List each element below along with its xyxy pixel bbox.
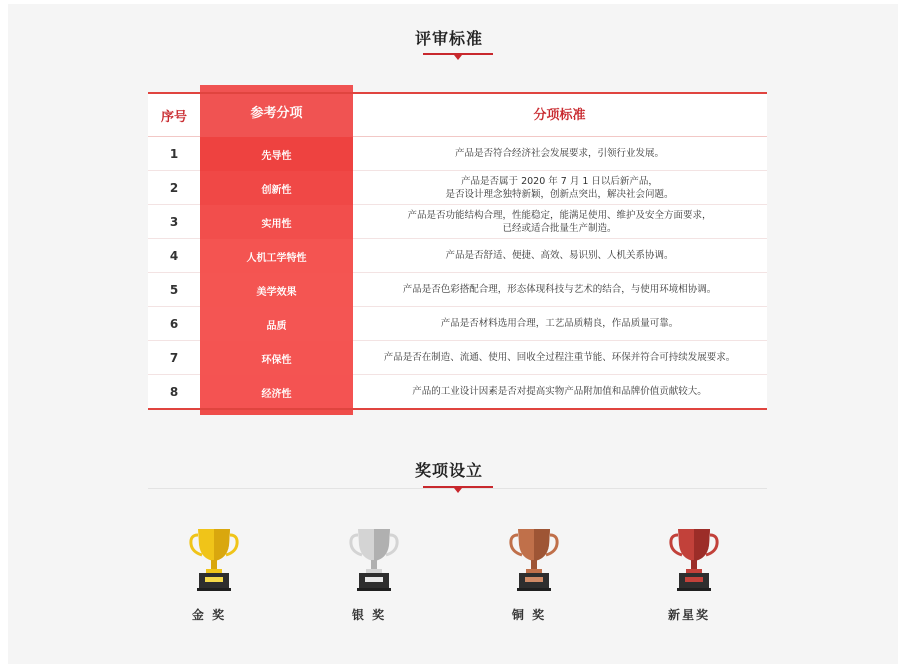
header-criteria: 分项标准 (533, 107, 586, 123)
row-number: 7 (169, 350, 179, 365)
row-number: 8 (169, 384, 179, 399)
row-number: 2 (169, 180, 179, 195)
row-number: 6 (169, 316, 179, 331)
award-item (664, 527, 724, 593)
row-category: 环保性 (200, 341, 353, 375)
criteria-line: 已经或适合批量生产制造。 (502, 222, 617, 234)
row-criteria (352, 375, 767, 408)
criteria-line: 产品是否符合经济社会发展要求，引领行业发展。 (454, 148, 664, 159)
row-criteria (352, 307, 767, 340)
header-number: 序号 (160, 109, 187, 125)
award-item (344, 527, 404, 593)
criteria-line: 产品是否属于 2020 年 7 月 1 日以后新产品， (461, 175, 658, 187)
awards-arrow-icon (454, 488, 462, 493)
row-category: 美学效果 (200, 273, 353, 307)
row-category: 品质 (200, 307, 353, 341)
criteria-line: 产品是否在制造、流通、使用、回收全过程注重节能、环保并符合可持续发展要求。 (383, 352, 736, 363)
row-criteria (352, 205, 767, 238)
row-category: 经济性 (200, 375, 353, 409)
row-category: 先导性 (200, 137, 353, 171)
award-label: 铜 奖 (511, 608, 547, 622)
award-label: 银 奖 (351, 608, 387, 622)
row-number: 3 (169, 214, 179, 229)
silver-trophy-icon (349, 527, 399, 593)
criteria-line: 产品是否舒适、便捷、高效、易识别、人机关系协调。 (445, 250, 674, 261)
row-category: 创新性 (200, 171, 353, 205)
star-trophy-icon (669, 527, 719, 593)
criteria-line: 产品是否功能结构合理，性能稳定，能满足使用、维护及安全方面要求， (407, 209, 712, 221)
header-category: 参考分项 (200, 85, 353, 137)
award-label: 新星奖 (667, 608, 710, 622)
table-top-border (148, 92, 767, 94)
row-category: 实用性 (200, 205, 353, 239)
row-criteria (352, 341, 767, 374)
row-criteria (352, 239, 767, 272)
row-category: 人机工学特性 (200, 239, 353, 273)
evaluation-title: 评审标准 (414, 29, 483, 48)
row-number: 5 (169, 282, 179, 297)
bronze-trophy-icon (509, 527, 559, 593)
criteria-line: 是否设计理念独特新颖，创新点突出，解决社会问题。 (445, 188, 674, 200)
row-criteria (352, 137, 767, 170)
row-number: 4 (169, 248, 179, 263)
row-criteria (352, 273, 767, 306)
criteria-line: 产品是否色彩搭配合理，形态体现科技与艺术的结合，与使用环境相协调。 (402, 284, 717, 295)
award-item (504, 527, 564, 593)
row-criteria (352, 171, 767, 204)
criteria-line: 产品的工业设计因素是否对提高实物产品附加值和品牌价值贡献较大。 (412, 386, 707, 397)
table-bottom-border (148, 408, 767, 410)
title-arrow-icon (454, 55, 462, 60)
criteria-line: 产品是否材料选用合理，工艺品质精良，作品质量可靠。 (440, 318, 679, 329)
row-number: 1 (169, 146, 179, 161)
awards-title: 奖项设立 (414, 461, 483, 480)
award-label: 金 奖 (191, 608, 227, 622)
award-item (184, 527, 244, 593)
gold-trophy-icon (189, 527, 239, 593)
